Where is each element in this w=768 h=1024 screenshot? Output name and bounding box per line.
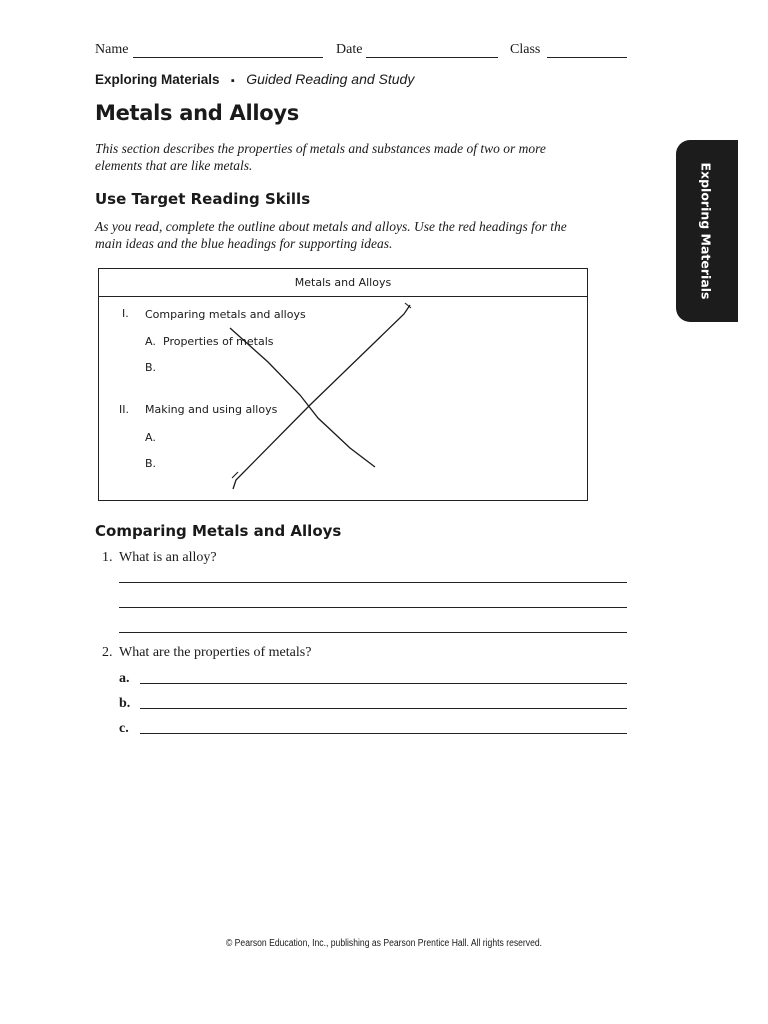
question-text: What is an alloy? bbox=[119, 550, 217, 565]
intro-text: This section describes the properties of metals and substances made of two or more elements that are like metals. bbox=[95, 141, 546, 173]
outline-item-text: Making and using alloys bbox=[145, 403, 278, 416]
answer-line[interactable] bbox=[140, 683, 627, 684]
question-text: What are the properties of metals? bbox=[119, 645, 312, 660]
question-number: 2. bbox=[102, 645, 113, 660]
answer-part-label: b. bbox=[119, 696, 131, 711]
outline-item-text: Properties of metals bbox=[163, 335, 274, 348]
section2-heading: Comparing Metals and Alloys bbox=[95, 522, 342, 540]
bullet-icon: ▪ bbox=[230, 75, 235, 87]
page-title: Metals and Alloys bbox=[95, 101, 299, 125]
outline-item-num: II. bbox=[119, 403, 129, 416]
class-label: Class bbox=[510, 42, 541, 57]
answer-part-label: a. bbox=[119, 671, 130, 686]
outline-item-num: B. bbox=[145, 361, 157, 374]
banner-subtitle: Guided Reading and Study bbox=[246, 71, 415, 87]
answer-line[interactable] bbox=[140, 733, 627, 734]
outline-item-num: I. bbox=[122, 307, 129, 320]
outline-item-text: Comparing metals and alloys bbox=[145, 308, 306, 321]
outline-item-num: A. bbox=[145, 431, 156, 444]
skills-heading: Use Target Reading Skills bbox=[95, 190, 311, 208]
copyright-footer: © Pearson Education, Inc., publishing as Pearson Prentice Hall. All rights reserved. bbox=[225, 938, 543, 949]
question-number: 1. bbox=[102, 550, 113, 565]
chapter-name: Exploring Materials bbox=[95, 72, 220, 87]
date-label: Date bbox=[336, 42, 363, 57]
outline-title: Metals and Alloys bbox=[99, 269, 587, 297]
side-tab-label: Exploring Materials bbox=[698, 162, 714, 300]
name-label: Name bbox=[95, 42, 129, 57]
skills-instructions: As you read, complete the outline about metals and alloys. Use the red headings for the main ideas and the blue headings for supporting ideas. bbox=[95, 219, 567, 251]
outline-item-num: B. bbox=[145, 457, 157, 470]
answer-line[interactable] bbox=[119, 582, 627, 583]
answer-line[interactable] bbox=[119, 632, 627, 633]
answer-part-label: c. bbox=[119, 721, 129, 736]
outline-item-num: A. bbox=[145, 335, 156, 348]
answer-line[interactable] bbox=[140, 708, 627, 709]
answer-line[interactable] bbox=[119, 607, 627, 608]
